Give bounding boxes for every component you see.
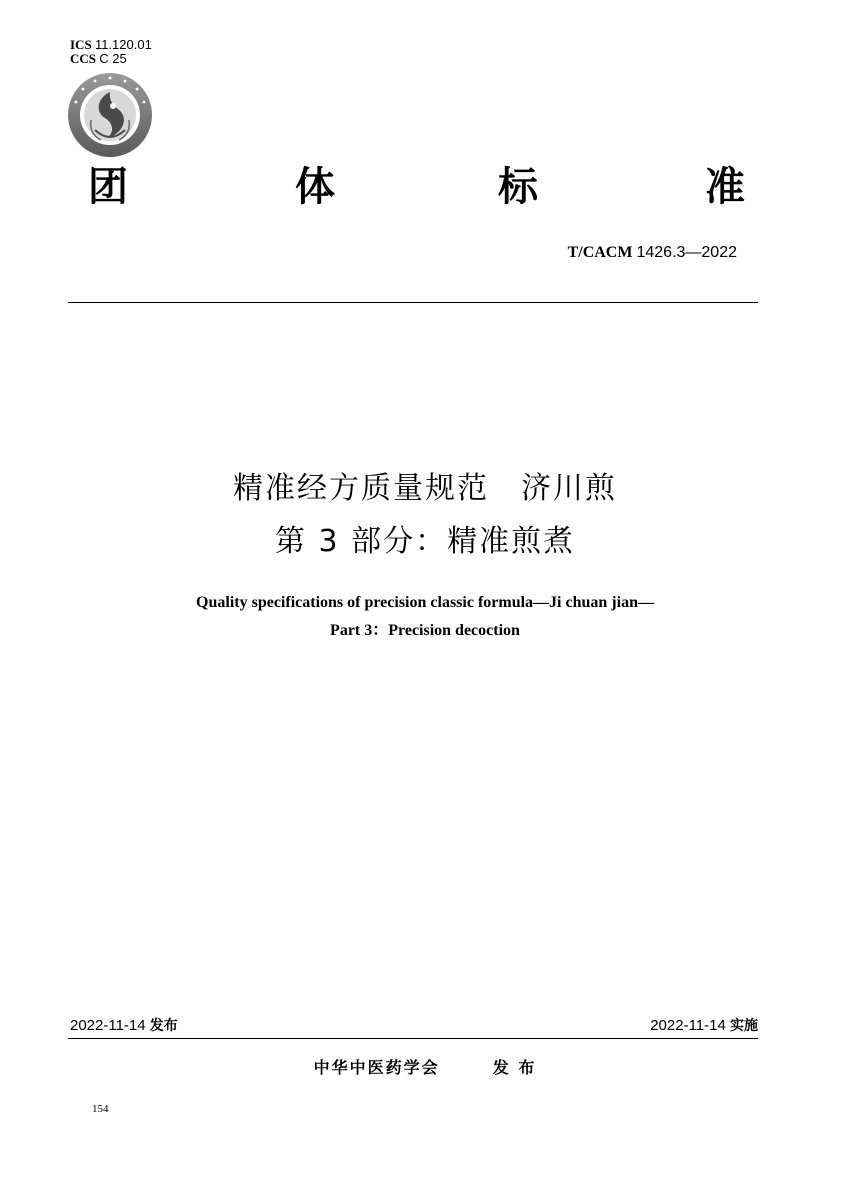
bottom-divider (68, 1038, 758, 1039)
title-en-line-1: Quality specifications of precision classic formula—Ji chuan jian— (196, 594, 654, 611)
category-char-4: 准 (705, 164, 745, 210)
ccs-code: CCS C 25 (70, 51, 127, 66)
association-seal-icon (67, 72, 153, 158)
top-divider (68, 302, 758, 303)
title-en-line-2: Part 3：Precision decoction (330, 622, 520, 639)
category-char-1: 团 (88, 164, 128, 210)
publish-date: 2022-11-14 发布 (70, 1017, 178, 1034)
standard-number: T/CACM 1426.3—2022 (567, 244, 737, 261)
publisher: 中华中医药学会 发 布 (313, 1058, 537, 1077)
implement-date: 2022-11-14 实施 (650, 1017, 758, 1034)
title-cn-line-2: 第 3 部分：精准煎煮 (274, 524, 576, 559)
classification-codes (70, 38, 152, 66)
category-char-2: 体 (295, 164, 335, 210)
title-cn-line-1: 精准经方质量规范 济川煎 (233, 471, 617, 506)
page-number: 154 (92, 1103, 109, 1115)
ics-code: ICS 11.120.01 (70, 37, 152, 52)
category-char-3: 标 (498, 164, 538, 210)
